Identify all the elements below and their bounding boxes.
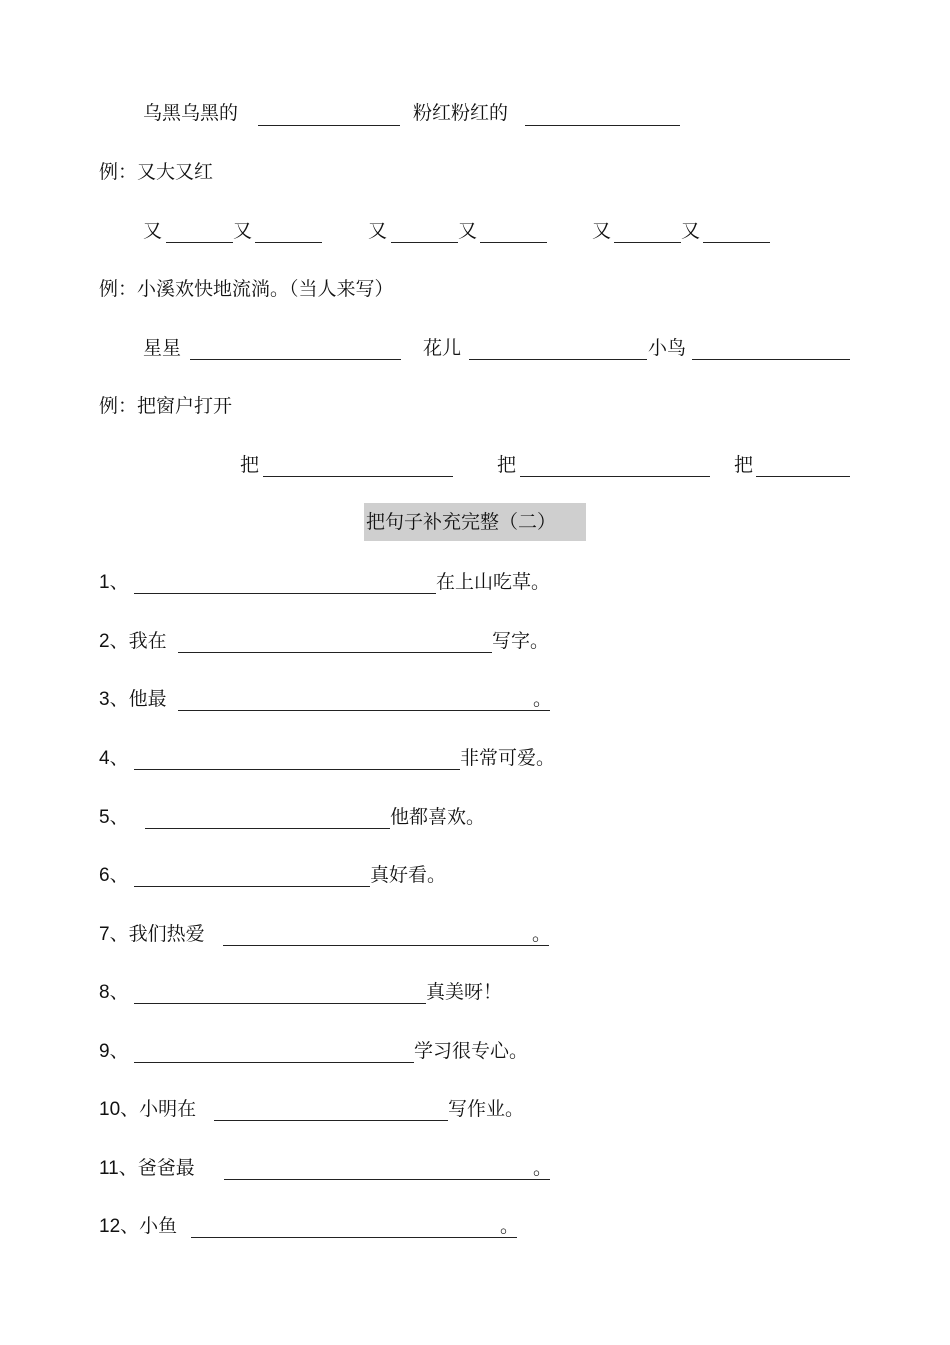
section-heading (364, 503, 586, 541)
word-fenhong: 粉红粉红的 (413, 102, 509, 124)
example-ba: 例：把窗户打开 (99, 395, 233, 417)
sentence-tail: 真好看。 (370, 864, 447, 886)
sentence-tail: 。 (533, 688, 553, 710)
blank-you-3b[interactable] (703, 242, 770, 243)
sentence-head: 我们热爱 (128, 923, 205, 945)
blank-huaer[interactable] (469, 359, 647, 360)
sentence-number: 11、爸爸最 (99, 1157, 195, 1179)
blank-you-2b[interactable] (480, 242, 547, 243)
sentence-number: 3、他最 (99, 688, 167, 710)
example-you-da-you-hong: 例：又大又红 (99, 161, 214, 183)
sentence-number: 12、小鱼 (99, 1215, 178, 1237)
word-huaer: 花儿 (423, 337, 462, 359)
sentence-blank[interactable] (178, 710, 550, 711)
you-label: 又 (143, 220, 163, 242)
you-label: 又 (368, 220, 388, 242)
sentence-tail: 。 (533, 1157, 553, 1179)
blank-fenhong[interactable] (525, 125, 680, 126)
sentence-blank[interactable] (191, 1237, 517, 1238)
sentence-blank[interactable] (178, 652, 492, 653)
word-xiaoniao: 小鸟 (648, 337, 687, 359)
sentence-tail: 。 (500, 1215, 520, 1237)
sentence-head: 小明在 (139, 1098, 197, 1120)
sentence-tail: 。 (532, 923, 552, 945)
section-heading-text: 把句子补充完整（二） (366, 511, 557, 533)
blank-xiaoniao[interactable] (692, 359, 850, 360)
blank-ba-1[interactable] (263, 476, 453, 477)
sentence-tail: 非常可爱。 (460, 747, 556, 769)
example-xiaoxi: 例：小溪欢快地流淌。（当人来写） (99, 278, 394, 300)
you-label: 又 (592, 220, 612, 242)
sentence-number: 9、 (99, 1041, 129, 1062)
sentence-blank[interactable] (134, 593, 436, 594)
sentence-blank[interactable] (214, 1120, 448, 1121)
sentence-number: 8、 (99, 982, 129, 1003)
sentence-number: 2、我在 (99, 630, 167, 652)
sentence-tail: 真美呀！ (426, 981, 503, 1003)
sentence-tail: 写作业。 (448, 1098, 525, 1120)
sentence-head: 他最 (128, 688, 167, 710)
sentence-head: 爸爸最 (137, 1157, 195, 1179)
you-label: 又 (233, 220, 253, 242)
you-label: 又 (458, 220, 478, 242)
sentence-blank[interactable] (223, 945, 549, 946)
sentence-tail: 在上山吃草。 (436, 571, 551, 593)
blank-ba-2[interactable] (520, 476, 710, 477)
sentence-tail: 他都喜欢。 (390, 806, 486, 828)
word-wuhei: 乌黑乌黑的 (143, 102, 239, 124)
sentence-blank[interactable] (145, 828, 390, 829)
sentence-blank[interactable] (134, 886, 370, 887)
sentence-number: 4、 (99, 748, 129, 769)
ba-label: 把 (240, 454, 260, 476)
sentence-tail: 写字。 (492, 630, 550, 652)
sentence-blank[interactable] (134, 769, 460, 770)
word-xingxing: 星星 (143, 337, 182, 359)
blank-ba-3[interactable] (756, 476, 850, 477)
blank-wuhei[interactable] (258, 125, 400, 126)
sentence-number: 7、我们热爱 (99, 923, 205, 945)
sentence-number: 5、 (99, 807, 129, 828)
ba-label: 把 (734, 454, 754, 476)
blank-you-1b[interactable] (255, 242, 322, 243)
sentence-head: 我在 (128, 630, 167, 652)
sentence-number: 6、 (99, 865, 129, 886)
sentence-blank[interactable] (134, 1062, 414, 1063)
blank-you-1a[interactable] (166, 242, 233, 243)
blank-you-2a[interactable] (391, 242, 458, 243)
sentence-number: 10、小明在 (99, 1098, 197, 1120)
sentence-tail: 学习很专心。 (414, 1040, 529, 1062)
ba-label: 把 (497, 454, 517, 476)
blank-you-3a[interactable] (614, 242, 681, 243)
sentence-number: 1、 (99, 572, 129, 593)
sentence-blank[interactable] (134, 1003, 426, 1004)
blank-xingxing[interactable] (190, 359, 401, 360)
sentence-head: 小鱼 (139, 1215, 178, 1237)
sentence-blank[interactable] (224, 1179, 550, 1180)
you-label: 又 (681, 220, 701, 242)
